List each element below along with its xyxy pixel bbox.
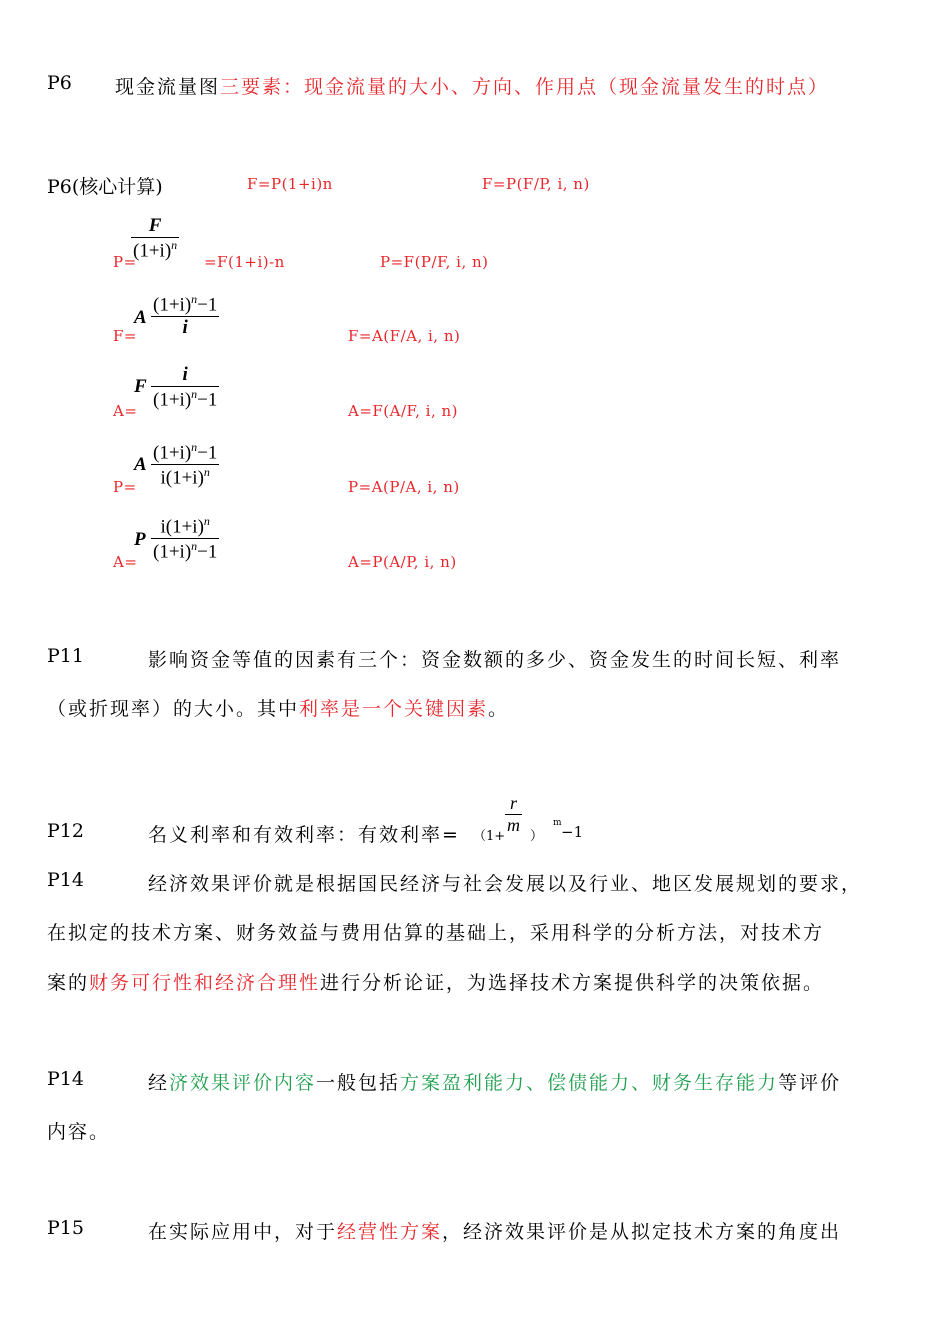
numerator: i(1+i) (160, 516, 204, 538)
denominator-tail: −1 (197, 541, 218, 563)
numerator-tail: −1 (197, 294, 218, 316)
p14b-highlight-2: 方案盈利能力、偿债能力、财务生存能力 (400, 1072, 779, 1094)
formula-a-prefix-2: A= (113, 553, 138, 571)
denominator: (1+i) (133, 240, 172, 262)
exponent: n (203, 465, 210, 480)
numerator: F (148, 215, 162, 236)
denominator: (1+i) (153, 389, 192, 411)
numerator-tail: −1 (197, 442, 218, 464)
p6-term: 三要素： (220, 76, 305, 98)
exponent: n (191, 387, 198, 401)
fraction-a-from-p (151, 514, 219, 564)
formula-p-prefix: P= (113, 253, 137, 271)
p15-text: 在实际应用中，对于 (148, 1221, 338, 1243)
p14b-highlight-1: 济效果评价内容 (169, 1072, 317, 1094)
p12-paren-open: （1+ (473, 829, 506, 844)
p11-line-1: 影响资金等值的因素有三个：资金数额的多少、资金发生的时间长短、利率 (148, 649, 842, 671)
coef-symbol: A (134, 454, 147, 475)
numerator: r (509, 793, 517, 813)
p15-line-1 (148, 1217, 841, 1244)
page-ref-p12: P12 (47, 820, 84, 842)
denominator: (1+i) (153, 541, 192, 563)
fraction-f-from-a (151, 292, 219, 339)
numerator: i (182, 364, 188, 385)
p11-key-factor: 利率是一个关键因素 (299, 698, 489, 720)
page-ref-p6: P6 (47, 72, 72, 94)
fraction-r-over-m (505, 793, 522, 836)
p11-line-2 (47, 694, 509, 721)
p12-paren-close: ） (530, 829, 544, 844)
numerator: (1+i) (153, 442, 192, 464)
denominator: i(1+i) (160, 467, 204, 489)
coef-symbol: F (134, 376, 147, 397)
formula-p-prefix-2: P= (113, 478, 137, 496)
page-ref-p14-2: P14 (47, 1068, 84, 1090)
numerator: (1+i) (153, 294, 192, 316)
p12-exponent: m (553, 818, 562, 828)
p11-text: （或折现率）的大小。其中 (47, 698, 300, 720)
coef-symbol: A (134, 307, 147, 328)
p6-lead: 现金流量图 (115, 76, 221, 98)
p14-line-3 (47, 968, 824, 995)
formula-f-prefix: F= (113, 327, 137, 345)
p14-line-1: 经济效果评价就是根据国民经济与社会发展以及行业、地区发展规划的要求， (148, 873, 863, 895)
denominator: m (507, 815, 520, 835)
exponent: n (203, 514, 210, 528)
p14-text-tail: 进行分析论证，为选择技术方案提供科学的决策依据。 (320, 972, 825, 994)
page-ref-p6-core: P6(核心计算) (47, 176, 163, 198)
p14b-text-2: 一般包括 (316, 1072, 401, 1094)
p12-text: 名义利率和有效利率：有效利率= (148, 824, 460, 846)
p14b-line-2: 内容。 (47, 1121, 111, 1143)
p14-line-2: 在拟定的技术方案、财务效益与费用估算的基础上，采用科学的分析方法，对技术方 (47, 922, 825, 944)
exponent: n (191, 440, 198, 454)
denominator-tail: −1 (197, 389, 218, 411)
coef-symbol: P (134, 529, 146, 550)
denominator: i (182, 317, 188, 339)
p6-definition: 现金流量的大小、方向、作用点（现金流量发生的时点） (304, 76, 830, 98)
formula-p-suffix: =F(1+i)-n (204, 253, 285, 271)
notation-a-p: A=P(A/P, i, n) (348, 553, 457, 571)
exponent: n (171, 238, 178, 252)
coefficient (134, 307, 147, 329)
p14-text: 案的 (47, 972, 90, 994)
notation-f-a: F=A(F/A, i, n) (348, 327, 461, 345)
notation-f-p: F=P(F/P, i, n) (482, 175, 590, 193)
p15-highlight: 经营性方案 (337, 1221, 443, 1243)
p14b-text: 经 (148, 1072, 170, 1094)
p6-elements-line (115, 72, 829, 99)
p14b-text-3: 等评价 (778, 1072, 842, 1094)
formula-f-from-p: F=P(1+i)n (247, 175, 333, 193)
notation-p-f: P=F(P/F, i, n) (380, 253, 489, 271)
page-ref-p15: P15 (47, 1217, 84, 1239)
page-ref-p14: P14 (47, 869, 84, 891)
coefficient (134, 529, 146, 551)
coefficient (134, 376, 147, 398)
exponent: n (191, 292, 198, 306)
page-ref-p11: P11 (47, 645, 84, 667)
fraction-a-from-f (151, 364, 219, 411)
p11-period: 。 (488, 698, 510, 720)
exponent: n (191, 539, 198, 554)
notation-p-a: P=A(P/A, i, n) (348, 478, 460, 496)
notation-a-f: A=F(A/F, i, n) (348, 402, 459, 420)
coefficient (134, 454, 147, 476)
p14b-line-1 (148, 1068, 841, 1095)
p14-highlight: 财务可行性和经济合理性 (89, 972, 321, 994)
fraction-p-from-a (151, 440, 219, 490)
p12-tail: −1 (561, 823, 584, 841)
p15-text-tail: ，经济效果评价是从拟定技术方案的角度出 (442, 1221, 842, 1243)
formula-a-prefix: A= (113, 402, 138, 420)
fraction-p-from-f (131, 215, 179, 262)
